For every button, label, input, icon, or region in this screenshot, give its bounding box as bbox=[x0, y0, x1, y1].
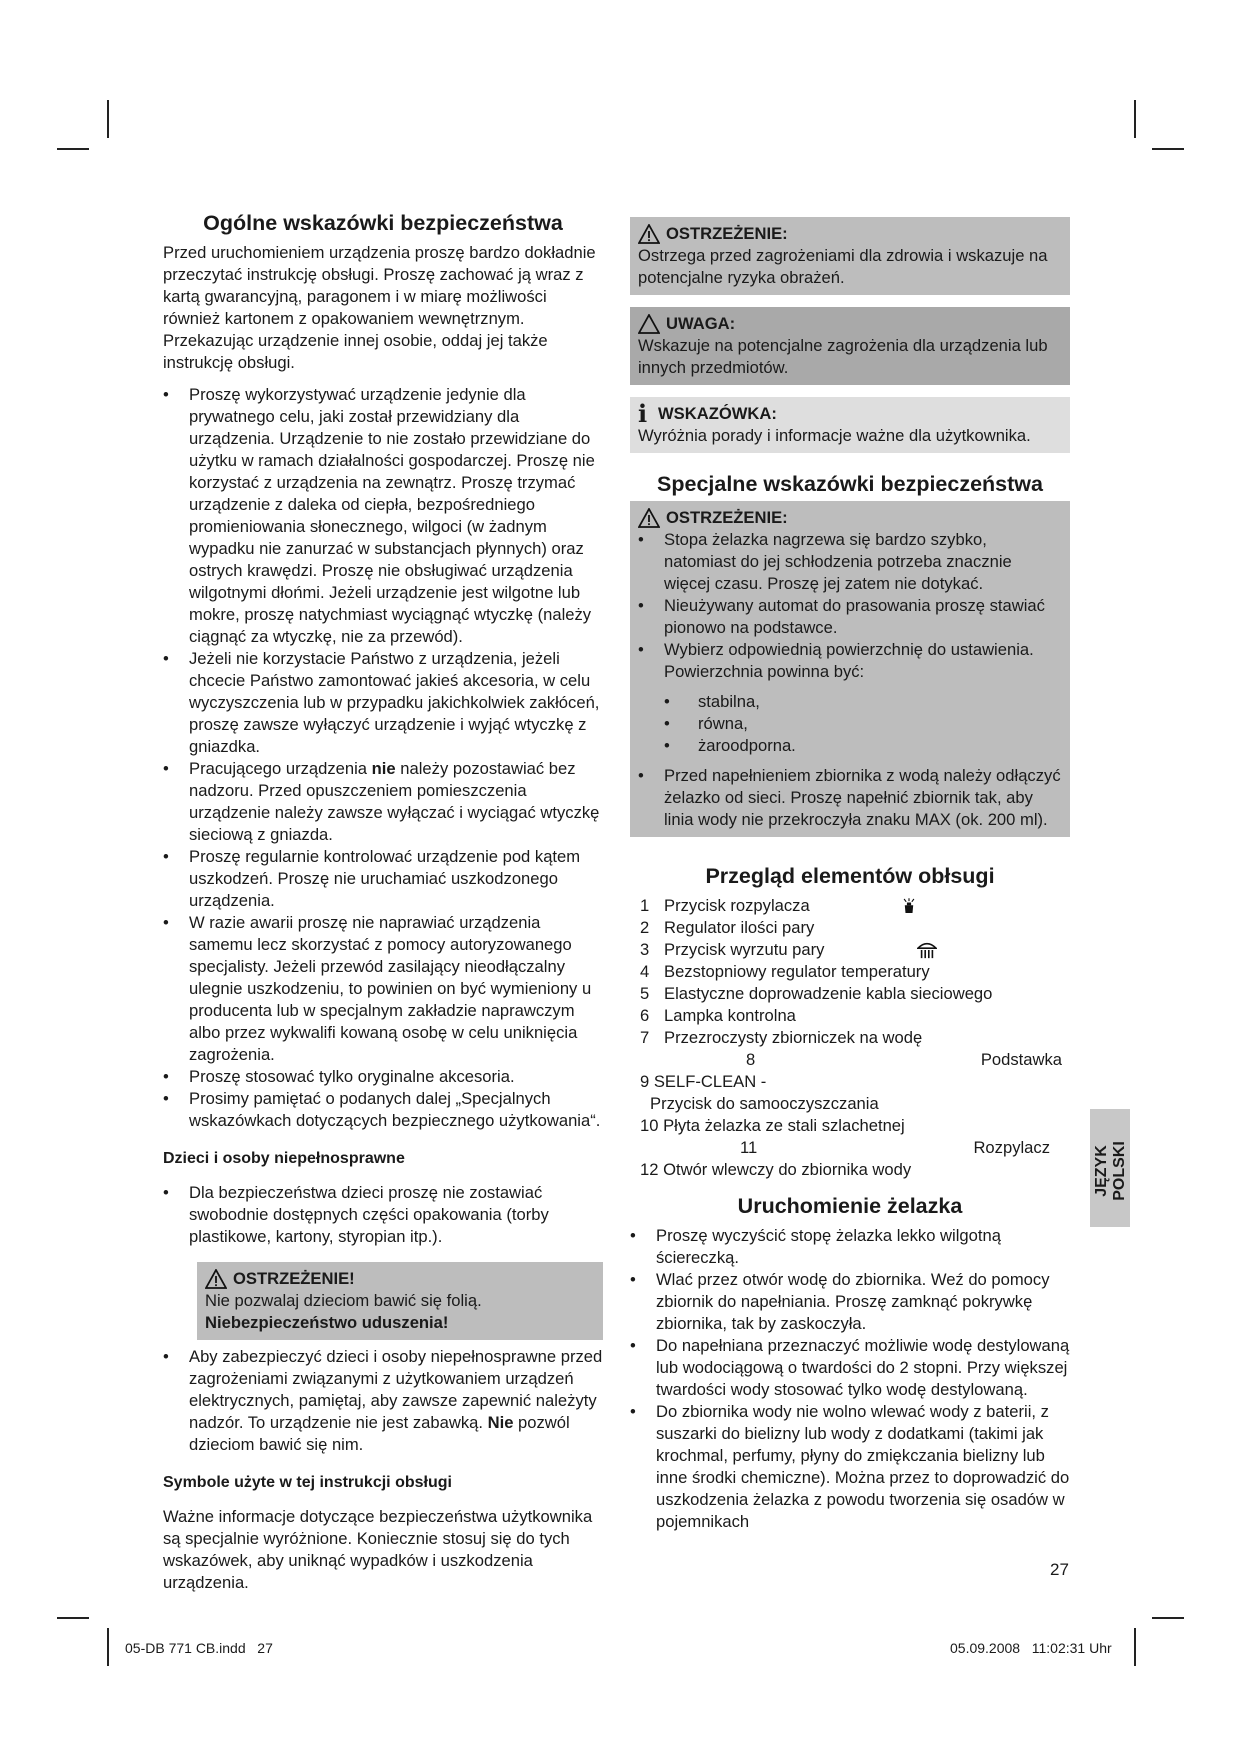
parts-list bbox=[630, 895, 1070, 1049]
warning-triangle-icon bbox=[205, 1269, 227, 1289]
special-warning-list bbox=[638, 529, 1062, 683]
warning-box-line: Nie pozwalaj dzieciom bawić się folią. bbox=[205, 1291, 482, 1310]
list-item: • Nieużywany automat do prasowania proszę stawiać pionowo na podstawce. bbox=[638, 596, 1045, 637]
special-safety-title: Specjalne wskazówki bezpieczeństwa bbox=[657, 472, 1043, 496]
crop-mark bbox=[57, 148, 89, 150]
crop-mark bbox=[1152, 1617, 1184, 1619]
list-item: • Aby zabezpieczyć dzieci i osoby niepełnosprawne przed zagrożeniami związanymi z użytkowaniem urządzeń elektrycznych, pamiętaj, aby zawsze zapewnić należyty nadzór. To urządzenie nie jest zabawką. Nie pozwól dzieciom bawić się nim. bbox=[163, 1347, 603, 1454]
list-item: • Wlać przez otwór wodę do zbiornika. Weź do pomocy zbiornik do napełniania. Proszę zamknąć pokrywkę zbiornika, tak by zaskoczyła. bbox=[630, 1270, 1050, 1333]
spray-button-icon bbox=[902, 897, 916, 915]
legend-warning-text: Ostrzega przed zagrożeniami dla zdrowia i wskazuje na potencjalne ryzyka obrażeń. bbox=[638, 246, 1048, 287]
list-item: • Przed napełnieniem zbiornika z wodą należy odłączyć żelazko od sieci. Proszę napełnić zbiornik tak, aby linia wody nie przekroczyła znaku MAX (ok. 200 ml). bbox=[638, 766, 1061, 829]
list-item: 12 Otwór wlewczy do zbiornika wody bbox=[640, 1160, 912, 1179]
list-item: • Stopa żelazka nagrzewa się bardzo szybko, natomiast do jej schłodzenia potrzeba znacznie więcej czasu. Proszę jej zatem nie dotykać. bbox=[638, 530, 1012, 593]
list-item: 1 Przycisk rozpylacza bbox=[640, 896, 810, 915]
list-item: Przycisk do samooczyszczania bbox=[650, 1094, 879, 1113]
list-item: • Jeżeli nie korzystacie Państwo z urządzenia, jeżeli chcecie Państwo zamontować jakieś akcesoria, w celu wyczyszczenia lub w przypadku jakichkolwiek zakłóceń, proszę zawsze wyłączyć urządzenie i wyjąć wtyczkę z gniazdka. bbox=[163, 649, 600, 756]
legend-note-text: Wyróżnia porady i informacje ważne dla użytkownika. bbox=[638, 426, 1031, 445]
list-item: • Pracującego urządzenia nie należy pozostawiać bez nadzoru. Przed opuszczeniem pomieszczenia urządzenie należy zawsze wyłączać i wyciągać wtyczkę sieciową z gniazda. bbox=[163, 759, 600, 844]
crop-mark bbox=[1134, 1628, 1136, 1666]
special-warning-box bbox=[630, 501, 1070, 837]
list-item: • Do napełniana przeznaczyć możliwie wodę destylowaną lub wodociągową o twardości do 2 stopni. Przy większej twardości wody stosować tylko wodę destylowaną. bbox=[630, 1336, 1070, 1399]
left-column bbox=[163, 212, 603, 1594]
list-item: • stabilna, bbox=[664, 692, 760, 711]
start-list bbox=[630, 1225, 1070, 1533]
list-item: • Proszę regularnie kontrolować urządzenie pod kątem uszkodzeń. Proszę nie uruchamiać uszkodzonego urządzenia. bbox=[163, 847, 581, 910]
list-item: • równa, bbox=[664, 714, 748, 733]
safety-list bbox=[163, 384, 603, 1132]
list-item: 6 Lampka kontrolna bbox=[640, 1006, 796, 1025]
footer-file-info: 05-DB 771 CB.indd 27 bbox=[125, 1640, 273, 1656]
symbols-heading: Symbole użyte w tej instrukcji obsługi bbox=[163, 1474, 452, 1491]
list-item: • Wybierz odpowiednią powierzchnię do ustawienia. Powierzchnia powinna być: bbox=[638, 640, 1034, 681]
legend-caution-text: Wskazuje na potencjalne zagrożenia dla urządzenia lub innych przedmiotów. bbox=[638, 336, 1048, 377]
list-item: • Prosimy pamiętać o podanych dalej „Specjalnych wskazówkach dotyczących bezpiecznego użytkowania“. bbox=[163, 1089, 601, 1130]
general-safety-title: Ogólne wskazówki bezpieczeństwa bbox=[203, 211, 563, 235]
language-tab bbox=[1090, 1109, 1130, 1227]
list-item: 8 Podstawka bbox=[746, 1050, 1062, 1069]
crop-mark bbox=[57, 1617, 89, 1619]
children-list-2 bbox=[163, 1346, 603, 1456]
info-icon: i bbox=[638, 399, 648, 428]
list-item: 9 SELF-CLEAN - bbox=[640, 1072, 767, 1091]
list-item: 4 Bezstopniowy regulator temperatury bbox=[640, 962, 930, 981]
crop-mark bbox=[1134, 100, 1136, 138]
list-item: 3 Przycisk wyrzutu pary bbox=[640, 940, 825, 959]
list-item: • Do zbiornika wody nie wolno wlewać wody z baterii, z suszarki do bielizny lub wody z dodatkami (takimi jak krochmal, perfumy, płyny do zmiękczania bielizny lub inne środki chemiczne). Można przez to doprowadzić do uszkodzenia żelazka z powodu tworzenia się osadów w pojemnikach bbox=[630, 1402, 1070, 1531]
warning-triangle-icon bbox=[638, 224, 660, 244]
list-item: • Proszę wyczyścić stopę żelazka lekko wilgotną ściereczką. bbox=[630, 1226, 1001, 1267]
surface-list bbox=[638, 691, 1062, 757]
warning-box-title: OSTRZEŻENIE! bbox=[205, 1268, 595, 1290]
children-list bbox=[163, 1182, 603, 1248]
list-item: 10 Płyta żelazka ze stali szlachetnej bbox=[640, 1116, 905, 1135]
parts-overview-title: Przegląd elementów obłsugi bbox=[705, 864, 995, 888]
special-warning-list-2 bbox=[638, 765, 1062, 831]
children-heading: Dzieci i osoby niepełnosprawne bbox=[163, 1150, 405, 1167]
caution-triangle-icon bbox=[638, 314, 660, 334]
list-item: • W razie awarii proszę nie naprawiać urządzenia samemu lecz skorzystać z pomocy autoryzowanego specjalisty. Jeżeli przewód zasilający nieodłączalny ulegnie uszkodzeniu, to powinien on być wymieniony u producenta lub w specjalnym zakładzie naprawczym albo przez wykwalifi kowaną osobę w celu uniknięcia zagrożenia. bbox=[163, 913, 592, 1064]
crop-mark bbox=[107, 100, 109, 138]
language-tab-label: JĘZYK POLSKI bbox=[1093, 1141, 1128, 1201]
parts-overview bbox=[630, 895, 1070, 1181]
list-item: 5 Elastyczne doprowadzenie kabla sieciowego bbox=[640, 984, 993, 1003]
legend-warning-box bbox=[630, 217, 1070, 295]
legend-caution-box bbox=[630, 307, 1070, 385]
crop-mark bbox=[1152, 148, 1184, 150]
warning-triangle-icon bbox=[638, 508, 660, 528]
choking-warning-box bbox=[197, 1262, 603, 1340]
list-item: • Dla bezpieczeństwa dzieci proszę nie zostawiać swobodnie dostępnych części opakowania (torby plastikowe, kartony, styropian itp.). bbox=[163, 1183, 549, 1246]
legend-warning-title: OSTRZEŻENIE: bbox=[638, 223, 1062, 245]
warning-box-line-bold: Niebezpieczeństwo uduszenia! bbox=[205, 1313, 449, 1332]
list-item: • żaroodporna. bbox=[664, 736, 796, 755]
list-item: 2 Regulator ilości pary bbox=[640, 918, 815, 937]
right-column bbox=[630, 217, 1070, 1533]
page-number: 27 bbox=[1050, 1560, 1069, 1579]
list-item: • Proszę wykorzystywać urządzenie jedynie dla prywatnego celu, jaki został przewidziany dla urządzenia. Urządzenie to nie zostało przewidziane do użytku w ramach działalności gospodarczej. Proszę nie korzystać z urządzenia na zewnątrz. Proszę trzymać urządzenie z daleka od ciepła, bezpośredniego promieniowania słonecznego, wilgoci (w żadnym wypadku nie zanurzać w substancjach płynnych) oraz ostrych krawędzi. Proszę nie obsługiwać urządzenia wilgotnymi dłońmi. Jeżeli urządzenie jest wilgotne lub mokre, proszę natychmiast wyciągnąć wtyczkę (należy ciągnąć za wtyczkę, nie za przewód). bbox=[163, 385, 595, 646]
steam-shot-icon bbox=[917, 941, 937, 959]
legend-caution-title: UWAGA: bbox=[638, 313, 1062, 335]
intro-paragraph: Przed uruchomieniem urządzenia proszę bardzo dokładnie przeczytać instrukcję obsługi. Proszę zachować ją wraz z kartą gwarancyjną, paragonem i w miarę możliwości również kartonem z opakowaniem wewnętrznym. Przekazując urządzenie innej osobie, oddaj jej także instrukcję obsługi. bbox=[163, 243, 596, 372]
list-item: 11 Rozpylacz bbox=[740, 1138, 1050, 1157]
crop-mark bbox=[107, 1628, 109, 1666]
symbols-paragraph: Ważne informacje dotyczące bezpieczeństwa użytkownika są specjalnie wyróżnione. Koniecznie stosuj się do tych wskazówek, aby uniknąć wypadków i uszkodzenia urządzenia. bbox=[163, 1507, 593, 1592]
list-item: • Proszę stosować tylko oryginalne akcesoria. bbox=[163, 1067, 515, 1086]
list-item: 7 Przezroczysty zbiorniczek na wodę bbox=[640, 1028, 923, 1047]
legend-note-title: i WSKAZÓWKA: bbox=[638, 399, 777, 428]
footer-timestamp: 05.09.2008 11:02:31 Uhr bbox=[950, 1640, 1112, 1656]
legend-note-box bbox=[630, 397, 1070, 453]
special-warning-title: OSTRZEŻENIE: bbox=[638, 507, 1062, 529]
start-iron-title: Uruchomienie żelazka bbox=[737, 1194, 963, 1218]
